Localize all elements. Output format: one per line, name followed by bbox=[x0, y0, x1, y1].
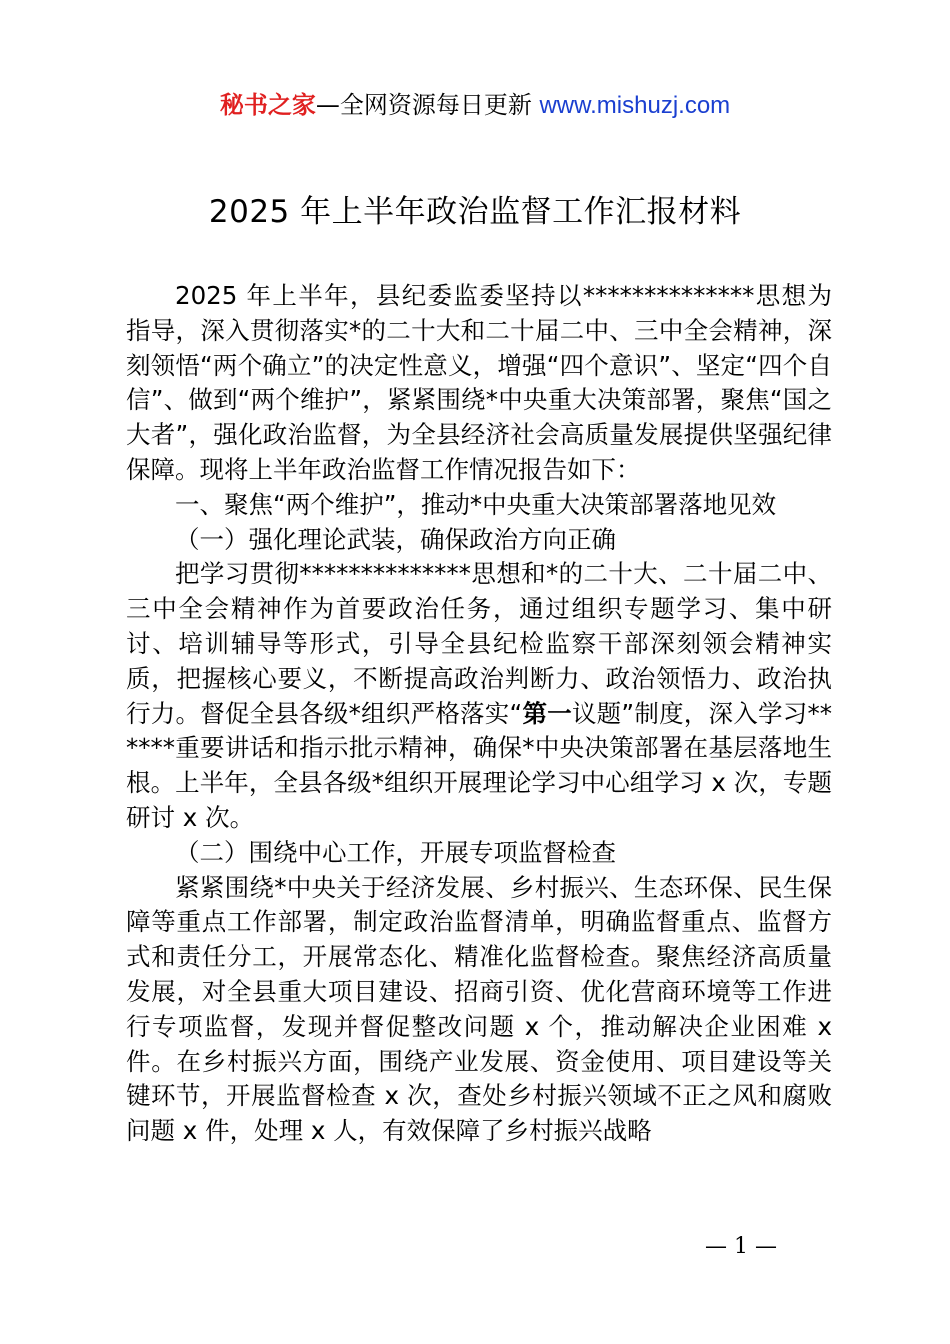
paragraph-text-end: 议题”制度，深入学习******重要讲话和指示批示精神，确保*中央决策部署在基层落地生根。上半年，全县各级*组织开展理论学习中心组学习 x 次，专题研讨 x 次。 bbox=[126, 698, 832, 832]
bold-emphasis: 第一 bbox=[522, 698, 572, 728]
subsection-paragraph-1 bbox=[126, 557, 832, 835]
paragraph-text-start: 把学习贯彻**************思想和*的二十大、二十届二中、三中全会精神作为首要政治任务，通过组织专题学习、集中研讨、培训辅导等形式，引导全县纪检监察干部深刻领会精神实质，把握核心要义，不断提高政治判断力、政治领悟力、政治执行力。督促全县各级*组织严格落实“ bbox=[126, 559, 832, 728]
brand-name: 秘书之家 bbox=[219, 91, 316, 119]
intro-paragraph: 2025 年上半年，县纪委监委坚持以**************思想为指导，深入贯彻落实*的二十大和二十届二中、三中全会精神，深刻领悟“两个确立”的决定性意义，增强“四个意识”、坚定“四个自信”、做到“两个维护”，紧紧围绕*中央重大决策部署，聚焦“国之大者”，强化政治监督，为全县经济社会高质量发展提供坚强纪律保障。现将上半年政治监督工作情况报告如下： bbox=[126, 281, 832, 484]
document-body bbox=[126, 279, 832, 1149]
subsection-heading-1: （一）强化理论武装，确保政治方向正确 bbox=[175, 524, 616, 554]
banner-tagline: —全网资源每日更新 bbox=[315, 91, 540, 119]
page-number: — 1 — bbox=[705, 1234, 777, 1259]
site-url[interactable]: www.mishuzj.com bbox=[539, 92, 731, 119]
subsection-heading-2: （二）围绕中心工作，开展专项监督检查 bbox=[175, 837, 616, 867]
subsection-paragraph-2: 紧紧围绕*中央关于经济发展、乡村振兴、生态环保、民生保障等重点工作部署，制定政治监督清单，明确监督重点、监督方式和责任分工，开展常态化、精准化监督检查。聚焦经济高质量发展，对全县重大项目建设、招商引资、优化营商环境等工作进行专项监督，发现并督促整改问题 x 个，推动解决企业困难 x 件。在乡村振兴方面，围绕产业发展、资金使用、项目建设等关键环节，开展监督检查 x 次，查处乡村振兴领域不正之风和腐败问题 x 件，处理 x 人，有效保障了乡村振兴战略 bbox=[126, 872, 832, 1146]
document-title: 2025 年上半年政治监督工作汇报材料 bbox=[208, 194, 742, 230]
section-heading-1: 一、聚焦“两个维护”，推动*中央重大决策部署落地见效 bbox=[175, 489, 777, 519]
site-banner bbox=[0, 88, 950, 123]
